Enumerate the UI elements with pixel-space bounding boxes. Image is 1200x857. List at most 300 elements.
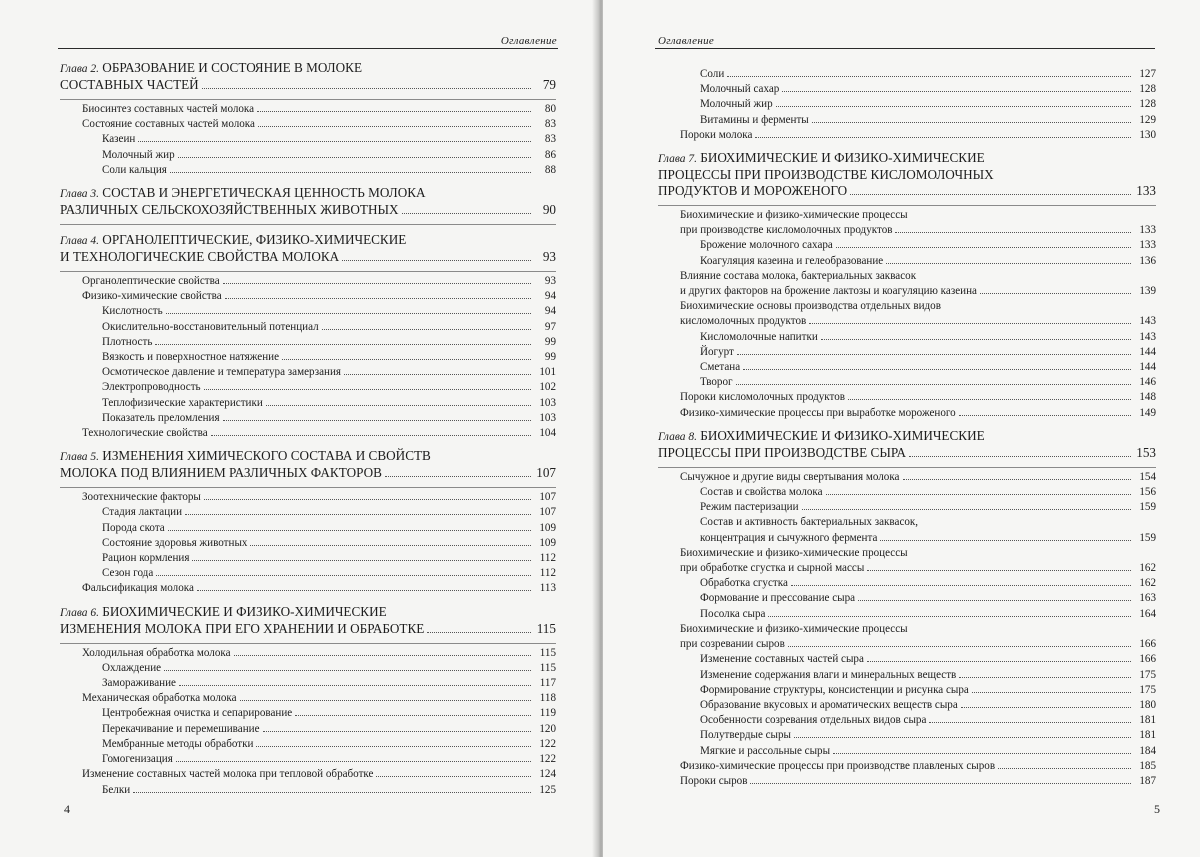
toc-left: [60, 60, 556, 798]
entry-title-line: при обработке сгустка и сырной массы: [680, 562, 865, 575]
page-ref: 128: [1139, 83, 1156, 96]
entry-title: Молочный жир: [102, 148, 175, 161]
entry-title: Органолептические свойства: [82, 275, 220, 288]
toc-entry: [60, 566, 556, 581]
entry-title: Творог: [700, 376, 733, 389]
page-ref: 97: [544, 320, 556, 333]
entry-title: Электропроводность: [102, 381, 201, 394]
dot-leader: [858, 591, 1131, 601]
dot-leader: [295, 706, 531, 716]
dot-leader: [782, 82, 1131, 92]
dot-leader: [812, 113, 1131, 123]
toc-entry: [658, 561, 1156, 576]
toc-entry: [658, 668, 1156, 683]
toc-entry: [658, 470, 1156, 485]
entry-title: Брожение молочного сахара: [700, 239, 833, 252]
page-ref: 86: [544, 148, 556, 161]
entry-title-line: Состав и активность бактериальных заквасок,: [700, 516, 919, 529]
dot-leader: [886, 254, 1131, 264]
dot-leader: [166, 304, 531, 314]
page-ref: 102: [539, 381, 556, 394]
dot-leader: [185, 505, 531, 515]
chapter-title-line: [658, 167, 1156, 183]
toc-entry: [60, 536, 556, 551]
dot-leader: [836, 238, 1131, 248]
chapter-heading: [658, 428, 1156, 468]
chapter-label: Глава 7.: [658, 153, 697, 166]
toc-entry: [658, 607, 1156, 622]
toc-entry: [658, 330, 1156, 345]
chapter-title-text: СОСТАВНЫХ ЧАСТЕЙ: [60, 77, 199, 92]
page-ref: 99: [544, 351, 556, 364]
entry-title: Центробежная очистка и сепарирование: [102, 707, 293, 720]
dot-leader: [794, 728, 1131, 738]
page-number-right: 5: [1154, 802, 1160, 816]
entry-title: Кислотность: [102, 305, 163, 318]
toc-entry: [60, 365, 556, 380]
toc-entry: [658, 728, 1156, 743]
entry-title: Пороки молока: [680, 128, 753, 141]
entry-title: Пороки кисломолочных продуктов: [680, 391, 846, 404]
chapter-title-text: БИОХИМИЧЕСКИЕ И ФИЗИКО-ХИМИЧЕСКИЕ: [700, 427, 985, 443]
chapter-title-text: БИОХИМИЧЕСКИЕ И ФИЗИКО-ХИМИЧЕСКИЕ: [102, 603, 387, 619]
toc-entry: [60, 737, 556, 752]
toc-entry: [60, 490, 556, 505]
dot-leader: [427, 623, 531, 633]
dot-leader: [402, 204, 531, 214]
chapter-title-text: ОРГАНОЛЕПТИЧЕСКИЕ, ФИЗИКО-ХИМИЧЕСКИЕ: [102, 232, 407, 248]
page-ref: 129: [1139, 113, 1156, 126]
entry-title-line: при созревании сыров: [680, 638, 785, 651]
entry-title: Изменение содержания влаги и минеральных веществ: [700, 668, 957, 681]
page-ref: 159: [1139, 501, 1156, 514]
page-ref: 120: [539, 722, 556, 735]
toc-entry: [60, 783, 556, 798]
page-ref: 180: [1139, 698, 1156, 711]
chapter-title-line: [60, 202, 556, 218]
chapter-label: Глава 2.: [60, 63, 99, 75]
dot-leader: [156, 566, 531, 576]
entry-title-line: Биохимические основы производства отдельных видов: [680, 300, 941, 313]
chapter-title-line: [658, 428, 1156, 445]
entry-title: Изменение составных частей сыра: [700, 653, 864, 666]
chapter-title-line: [60, 465, 556, 481]
toc-right: [658, 67, 1156, 789]
chapter-title-text: ОБРАЗОВАНИЕ И СОСТОЯНИЕ В МОЛОКЕ: [102, 60, 363, 75]
chapter-label: Глава 6.: [60, 606, 99, 619]
dot-leader: [903, 470, 1132, 480]
running-head-left: Оглавление: [500, 35, 557, 47]
entry-title: Физико-химические процессы при выработке мороженого: [680, 406, 956, 419]
chapter-title-line: [60, 60, 556, 77]
page-ref: 124: [539, 768, 556, 781]
page-ref: 143: [1139, 315, 1156, 328]
toc-entry: [658, 314, 1156, 329]
dot-leader: [223, 274, 531, 284]
page-ref: 128: [1139, 98, 1156, 111]
toc-entry: [60, 148, 556, 163]
page-ref: 115: [539, 661, 556, 674]
entry-title: Сычужное и другие виды свертывания молока: [680, 470, 900, 483]
chapter-title-text: МОЛОКА ПОД ВЛИЯНИЕМ РАЗЛИЧНЫХ ФАКТОРОВ: [60, 465, 382, 481]
toc-entry: [658, 345, 1156, 360]
entry-title: Коагуляция казеина и гелеобразование: [700, 254, 884, 267]
right-page: [603, 0, 1200, 857]
entry-title: Образование вкусовых и ароматических веществ сыра: [700, 698, 958, 711]
toc-entry: [658, 284, 1156, 299]
page-ref: 175: [1139, 683, 1156, 696]
entry-title-line: при производстве кисломолочных продуктов: [680, 224, 893, 237]
dot-leader: [385, 467, 531, 477]
chapter-title-line: [60, 232, 556, 249]
chapter-title-text: ИЗМЕНЕНИЯ МОЛОКА ПРИ ЕГО ХРАНЕНИИ И ОБРАБОТКЕ: [60, 620, 425, 636]
page-ref: 103: [539, 396, 556, 409]
entry-title-line: Влияние состава молока, бактериальных заквасок: [680, 269, 917, 282]
toc-entry: [658, 698, 1156, 713]
page-ref: 130: [1139, 128, 1156, 141]
chapter-title-text: ПРОЦЕССЫ ПРИ ПРОИЗВОДСТВЕ СЫРА: [658, 444, 906, 460]
entry-title: Пороки сыров: [680, 774, 748, 787]
page-ref: 156: [1139, 486, 1156, 499]
dot-leader: [138, 132, 531, 142]
toc-entry: [60, 646, 556, 661]
page-ref: 109: [539, 521, 556, 534]
dot-leader: [791, 576, 1131, 586]
dot-leader: [980, 284, 1131, 294]
dot-leader: [204, 380, 531, 390]
page-ref: 88: [544, 163, 556, 176]
toc-entry: [658, 406, 1156, 421]
dot-leader: [776, 97, 1131, 107]
chapter-title-text: РАЗЛИЧНЫХ СЕЛЬСКОХОЗЯЙСТВЕННЫХ ЖИВОТНЫХ: [60, 202, 399, 218]
page-ref: 93: [544, 275, 556, 288]
entry-title: Молочный сахар: [700, 83, 780, 96]
chapter-title-text: ПРОЦЕССЫ ПРИ ПРОИЗВОДСТВЕ КИСЛОМОЛОЧНЫХ: [658, 167, 994, 183]
toc-entry: [60, 722, 556, 737]
entry-title-line: Биохимические и физико-химические процессы: [680, 622, 908, 635]
dot-leader: [322, 320, 531, 330]
toc-entry: [60, 380, 556, 395]
page-ref: 144: [1139, 345, 1156, 358]
dot-leader: [727, 67, 1131, 77]
toc-entry: [658, 238, 1156, 253]
entry-title: Соли: [700, 68, 725, 80]
page-ref: 185: [1139, 759, 1156, 772]
entry-title: Осмотическое давление и температура замерзания: [102, 366, 341, 379]
dot-leader: [256, 737, 531, 747]
page-ref: 83: [544, 118, 556, 131]
dot-leader: [880, 531, 1131, 541]
toc-entry: [60, 163, 556, 178]
entry-title: Состояние составных частей молока: [82, 118, 255, 131]
page-ref: 149: [1139, 406, 1156, 419]
dot-leader: [192, 551, 531, 561]
entry-title: Формование и прессование сыра: [700, 592, 856, 605]
chapter-title-text: СОСТАВ И ЭНЕРГЕТИЧЕСКАЯ ЦЕННОСТЬ МОЛОКА: [102, 185, 426, 201]
chapter-title-line: [60, 77, 556, 93]
entry-title-line: кисломолочных продуктов: [680, 315, 807, 328]
page-ref: 112: [539, 567, 556, 580]
toc-entry: [658, 683, 1156, 698]
toc-entry: [658, 223, 1156, 238]
entry-title: Фальсификация молока: [82, 582, 194, 595]
entry-title: Физико-химические свойства: [82, 290, 222, 303]
dot-leader: [959, 406, 1131, 416]
dot-leader: [826, 485, 1131, 495]
page-ref: 164: [1139, 607, 1156, 620]
toc-entry: [60, 320, 556, 335]
chapter-title-text: БИОХИМИЧЕСКИЕ И ФИЗИКО-ХИМИЧЕСКИЕ: [700, 150, 985, 166]
chapter-title-line: [60, 448, 556, 465]
toc-entry: [658, 67, 1156, 82]
chapter-heading: [60, 604, 556, 644]
page-ref: 163: [1139, 592, 1156, 605]
page-ref: 80: [544, 103, 556, 115]
toc-entry: [658, 485, 1156, 500]
chapter-title-text: И ТЕХНОЛОГИЧЕСКИЕ СВОЙСТВА МОЛОКА: [60, 249, 340, 265]
header-rule-right: [655, 48, 1155, 49]
dot-leader: [133, 783, 531, 793]
toc-entry: [658, 97, 1156, 112]
dot-leader: [178, 148, 531, 158]
dot-leader: [168, 521, 531, 531]
entry-title: Белки: [102, 783, 131, 796]
page-ref: 175: [1139, 668, 1156, 681]
toc-entry: [658, 113, 1156, 128]
toc-entry: [60, 426, 556, 441]
page-ref: 99: [544, 335, 556, 348]
toc-entry: [60, 706, 556, 721]
entry-title: Режим пастеризации: [700, 501, 799, 514]
page-ref: 136: [1139, 254, 1156, 267]
chapter-title-line: [60, 185, 556, 202]
chapter-title-line: [658, 445, 1156, 461]
entry-title: Холодильная обработка молока: [82, 646, 231, 659]
chapter-title-line: [60, 604, 556, 621]
dot-leader: [258, 117, 531, 127]
entry-title: Физико-химические процессы при производстве плавленых сыров: [680, 759, 996, 772]
page-ref: 115: [539, 646, 556, 659]
page-ref: 112: [539, 552, 556, 565]
toc-entry: [658, 254, 1156, 269]
toc-entry: [658, 128, 1156, 143]
toc-entry: [60, 396, 556, 411]
toc-entry: [60, 411, 556, 426]
toc-entry: [658, 360, 1156, 375]
page-ref: 113: [539, 582, 556, 595]
toc-entry: [60, 676, 556, 691]
toc-entry: [658, 390, 1156, 405]
dot-leader: [809, 314, 1131, 324]
entry-title: Кисломолочные напитки: [700, 330, 818, 343]
page-ref: 133: [1136, 183, 1156, 199]
dot-leader: [972, 683, 1131, 693]
entry-title: Порода скота: [102, 521, 165, 534]
dot-leader: [788, 637, 1131, 647]
entry-title: Казеин: [102, 133, 136, 146]
chapter-title-line: [658, 183, 1156, 199]
entry-title: Стадия лактации: [102, 506, 183, 519]
entry-title: Мембранные методы обработки: [102, 737, 254, 750]
toc-entry: [60, 752, 556, 767]
toc-entry: [658, 531, 1156, 546]
toc-entry: [658, 637, 1156, 652]
page-ref: 144: [1139, 361, 1156, 374]
dot-leader: [342, 251, 531, 261]
page-ref: 122: [539, 753, 556, 766]
page-ref: 133: [1139, 224, 1156, 237]
dot-leader: [848, 390, 1131, 400]
entry-title: Замораживание: [102, 677, 176, 690]
page-ref: 107: [536, 465, 556, 481]
dot-leader: [250, 536, 531, 546]
chapter-heading: [658, 150, 1156, 206]
page-ref: 146: [1139, 376, 1156, 389]
dot-leader: [961, 698, 1131, 708]
entry-title: Полутвердые сыры: [700, 729, 792, 742]
toc-entry: [60, 661, 556, 676]
entry-title-line: концентрация и сычужного фермента: [700, 531, 878, 544]
toc-entry: [60, 117, 556, 132]
chapter-label: Глава 8.: [658, 430, 697, 443]
toc-entry: [60, 335, 556, 350]
page-ref: 101: [539, 366, 556, 379]
entry-title: Формирование структуры, консистенции и рисунка сыра: [700, 683, 969, 696]
dot-leader: [821, 330, 1131, 340]
entry-title: Перекачивание и перемешивание: [102, 722, 260, 735]
page-ref: 122: [539, 737, 556, 750]
page-ref: 125: [539, 783, 556, 796]
toc-entry: [60, 691, 556, 706]
entry-title: Молочный жир: [700, 98, 773, 111]
page-ref: 104: [539, 427, 556, 440]
entry-title: Изменение составных частей молока при тепловой обработке: [82, 768, 374, 781]
page-ref: 143: [1139, 330, 1156, 343]
dot-leader: [867, 652, 1131, 662]
dot-leader: [743, 360, 1131, 370]
page-ref: 107: [539, 491, 556, 504]
toc-entry: [658, 713, 1156, 728]
toc-entry: [60, 102, 556, 117]
dot-leader: [909, 447, 1131, 457]
dot-leader: [234, 646, 531, 656]
chapter-label: Глава 3.: [60, 188, 99, 201]
dot-leader: [155, 335, 531, 345]
page-ref: 181: [1139, 714, 1156, 727]
entry-title: Зоотехнические факторы: [82, 491, 201, 504]
chapter-title-line: [658, 150, 1156, 167]
dot-leader: [223, 411, 531, 421]
page-ref: 153: [1136, 444, 1156, 460]
page-ref: 187: [1139, 774, 1156, 787]
toc-entry: [60, 274, 556, 289]
page-ref: 184: [1139, 744, 1156, 757]
entry-title: Теплофизические характеристики: [102, 396, 263, 409]
dot-leader: [376, 767, 531, 777]
toc-entry: [658, 82, 1156, 97]
chapter-label: Глава 4.: [60, 235, 99, 248]
entry-title-line: Биохимические и физико-химические процессы: [680, 546, 908, 559]
toc-entry: [658, 759, 1156, 774]
entry-title: Соли кальция: [102, 163, 167, 176]
chapter-title-line: [60, 621, 556, 637]
dot-leader: [750, 774, 1131, 784]
dot-leader: [170, 163, 531, 173]
entry-title: Йогурт: [700, 345, 734, 358]
entry-title: Плотность: [102, 335, 153, 348]
dot-leader: [768, 607, 1131, 617]
dot-leader: [225, 289, 531, 299]
toc-entry: [658, 576, 1156, 591]
chapter-heading: [60, 232, 556, 272]
dot-leader: [282, 350, 531, 360]
toc-entry: [60, 767, 556, 782]
page-ref: 162: [1139, 577, 1156, 590]
page-ref: 181: [1139, 729, 1156, 742]
chapter-label: Глава 5.: [60, 451, 99, 464]
dot-leader: [850, 185, 1131, 195]
entry-title: Технологические свойства: [82, 427, 208, 440]
toc-entry: [658, 500, 1156, 515]
entry-title: Показатель преломления: [102, 411, 220, 424]
toc-entry: [60, 289, 556, 304]
entry-title: Сметана: [700, 361, 741, 374]
dot-leader: [895, 223, 1131, 233]
dot-leader: [929, 713, 1131, 723]
toc-entry: [658, 774, 1156, 789]
entry-title: Мягкие и рассольные сыры: [700, 744, 831, 757]
dot-leader: [344, 365, 531, 375]
page-ref: 117: [539, 677, 556, 690]
left-page: [0, 0, 597, 857]
page-number-left: 4: [64, 802, 70, 816]
page-ref: 162: [1139, 562, 1156, 575]
entry-title: Витамины и ферменты: [700, 113, 809, 126]
page-ref: 139: [1139, 285, 1156, 298]
page-ref: 94: [544, 290, 556, 303]
running-head-right: Оглавление: [658, 35, 715, 47]
chapter-title-line: [60, 249, 556, 265]
toc-entry: [658, 652, 1156, 667]
chapter-title-text: ПРОДУКТОВ И МОРОЖЕНОГО: [658, 183, 848, 199]
dot-leader: [998, 759, 1131, 769]
dot-leader: [202, 79, 531, 89]
chapter-heading: [60, 448, 556, 488]
page-ref: 166: [1139, 653, 1156, 666]
page-ref: 103: [539, 411, 556, 424]
toc-entry: [60, 551, 556, 566]
page-ref: 93: [542, 249, 556, 265]
entry-title: Состав и свойства молока: [700, 486, 823, 499]
entry-title: Механическая обработка молока: [82, 692, 237, 705]
page-ref: 109: [539, 536, 556, 549]
toc-entry: [60, 350, 556, 365]
toc-entry: [658, 375, 1156, 390]
page-ref: 107: [539, 506, 556, 519]
toc-entry: [658, 591, 1156, 606]
dot-leader: [164, 661, 531, 671]
entry-title: Сезон года: [102, 567, 154, 580]
dot-leader: [266, 396, 531, 406]
page-ref: 115: [536, 620, 556, 636]
dot-leader: [240, 691, 531, 701]
chapter-title-text: ИЗМЕНЕНИЯ ХИМИЧЕСКОГО СОСТАВА И СВОЙСТВ: [102, 448, 431, 464]
dot-leader: [263, 722, 532, 732]
dot-leader: [867, 561, 1131, 571]
dot-leader: [737, 345, 1131, 355]
entry-title: Рацион кормления: [102, 552, 190, 565]
entry-title-line: Биохимические и физико-химические процессы: [680, 209, 908, 222]
